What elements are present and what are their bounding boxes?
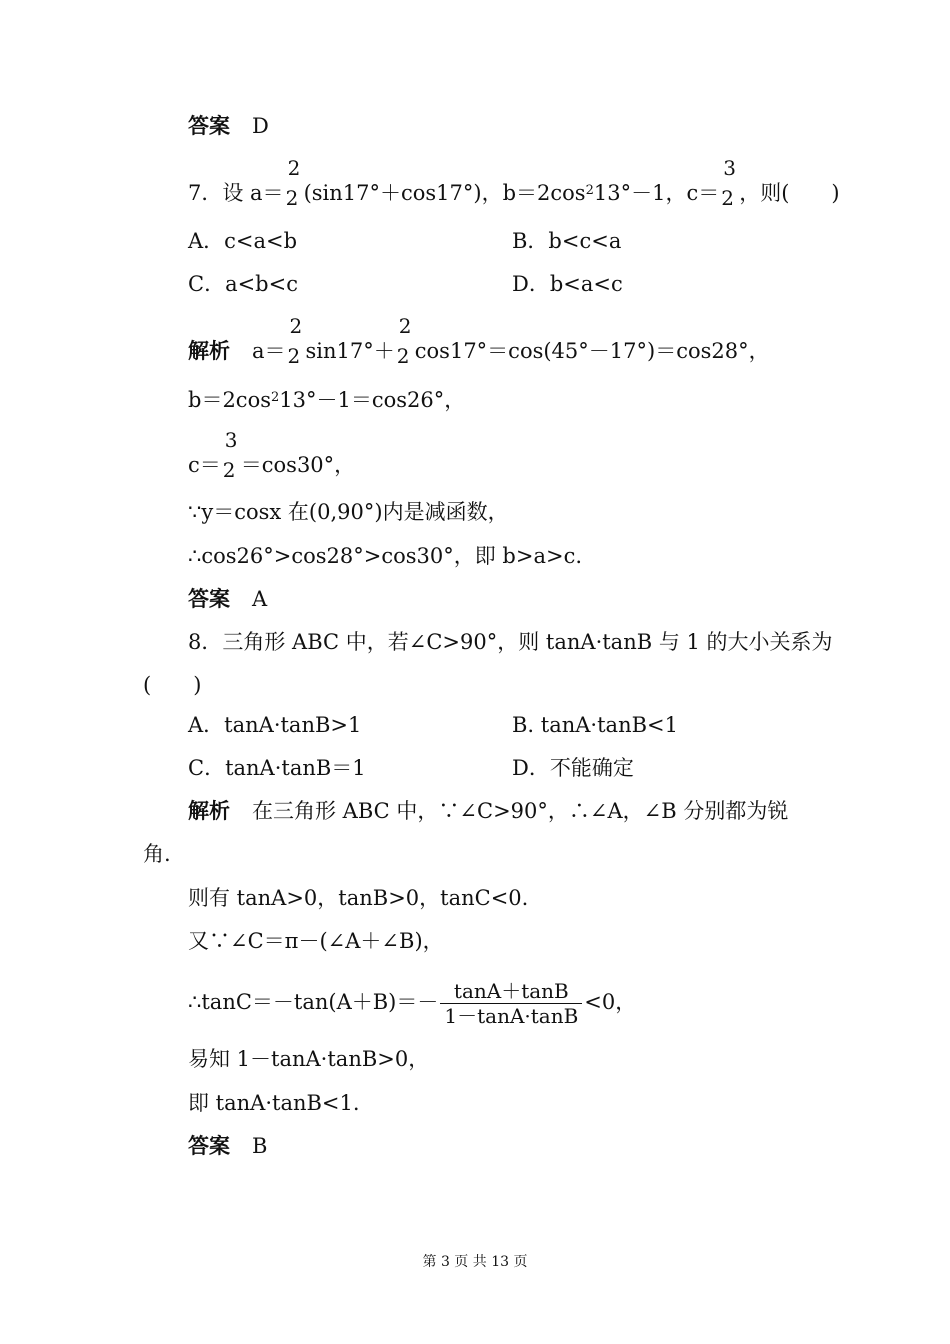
answer-line-q6	[188, 112, 269, 140]
solution-8-line-4	[188, 972, 636, 1032]
q7-option-c: C．a<b<c	[188, 272, 298, 296]
denominator: 2	[285, 186, 299, 210]
solution-8-line-1-cont: 角.	[143, 842, 171, 866]
solution-text: b＝2cos	[188, 388, 271, 412]
fraction	[287, 314, 304, 368]
denominator: 2	[222, 458, 236, 482]
solution-text: ＝cos30°，	[240, 453, 356, 477]
denominator: 2	[396, 344, 410, 368]
solution-8-line-3: 又∵∠C＝π－(∠A＋∠B)，	[188, 929, 444, 953]
q7-stem-part: (sin17°＋cos17°)，b＝2cos	[303, 181, 586, 205]
solution-text: cos17°＝cos(45°－17°)＝cos28°，	[414, 339, 770, 363]
denominator: 2	[721, 186, 734, 210]
denominator: 2	[287, 344, 301, 368]
q7-stem-part: ，则( )	[739, 181, 840, 205]
question-8-paren: ( )	[143, 673, 202, 697]
fraction	[285, 156, 302, 210]
fraction	[721, 156, 737, 210]
solution-text: c＝	[188, 453, 221, 477]
solution-7-line-3	[188, 428, 356, 482]
answer-label: 答案	[188, 1133, 230, 1158]
superscript: 2	[585, 183, 594, 198]
answer-label: 答案	[188, 586, 230, 611]
solution-text: a＝	[252, 339, 286, 363]
q7-option-a: A．c<a<b	[188, 229, 298, 253]
q7-option-b: B．b<c<a	[512, 229, 622, 253]
question-8-stem: 8．三角形 ABC 中，若∠C>90°，则 tanA·tanB 与 1 的大小关系为	[188, 630, 833, 654]
answer-value: A	[252, 587, 268, 611]
superscript: 2	[271, 390, 280, 405]
q8-option-c: C．tanA·tanB＝1	[188, 756, 366, 780]
answer-label: 答案	[188, 113, 230, 138]
fraction	[396, 314, 413, 368]
answer-line-q8	[188, 1132, 267, 1160]
solution-text: 在三角形 ABC 中，∵∠C>90°，∴∠A，∠B 分别都为锐	[252, 799, 789, 823]
answer-value: D	[252, 114, 269, 138]
q8-option-b: B. tanA·tanB<1	[512, 713, 678, 737]
solution-text: <0，	[584, 990, 637, 1014]
numerator: 2	[287, 156, 301, 180]
numerator: tanA＋tanB	[453, 979, 569, 1003]
solution-7-line-2	[188, 384, 465, 414]
page-footer: 第 3 页 共 13 页	[422, 1254, 528, 1270]
denominator: 1－tanA·tanB	[444, 1004, 579, 1028]
numerator: 2	[289, 314, 303, 338]
solution-text: sin17°＋	[305, 339, 395, 363]
numerator: 3	[224, 428, 238, 452]
q8-option-d: D．不能确定	[512, 756, 634, 780]
solution-7-line-5: ∴cos26°>cos28°>cos30°，即 b>a>c.	[188, 544, 583, 568]
numerator: 3	[723, 156, 736, 180]
q7-option-d: D．b<a<c	[512, 272, 623, 296]
q7-stem-part: 13°－1，c＝	[593, 181, 720, 205]
answer-value: B	[252, 1134, 268, 1158]
solution-text: ∴tanC＝－tan(A＋B)＝－	[188, 990, 439, 1014]
fraction	[222, 428, 239, 482]
solution-8-line-2: 则有 tanA>0，tanB>0，tanC<0.	[188, 886, 529, 910]
solution-8-line-6: 即 tanA·tanB<1.	[188, 1091, 360, 1115]
solution-8-line-5: 易知 1－tanA·tanB>0，	[188, 1047, 430, 1071]
solution-text: 13°－1＝cos26°，	[279, 388, 466, 412]
q8-option-a: A．tanA·tanB>1	[188, 713, 362, 737]
solution-7-line-1	[188, 314, 770, 368]
solution-7-line-4: ∵y＝cosx 在(0,90°)内是减函数，	[188, 500, 509, 524]
solution-8-line-1	[188, 797, 788, 825]
question-7-stem	[188, 156, 840, 210]
solution-label: 解析	[188, 338, 230, 363]
numerator: 2	[398, 314, 412, 338]
fraction	[440, 979, 582, 1028]
q7-stem-part: 7．设 a＝	[188, 181, 284, 205]
answer-line-q7	[188, 585, 267, 613]
solution-label: 解析	[188, 798, 230, 823]
